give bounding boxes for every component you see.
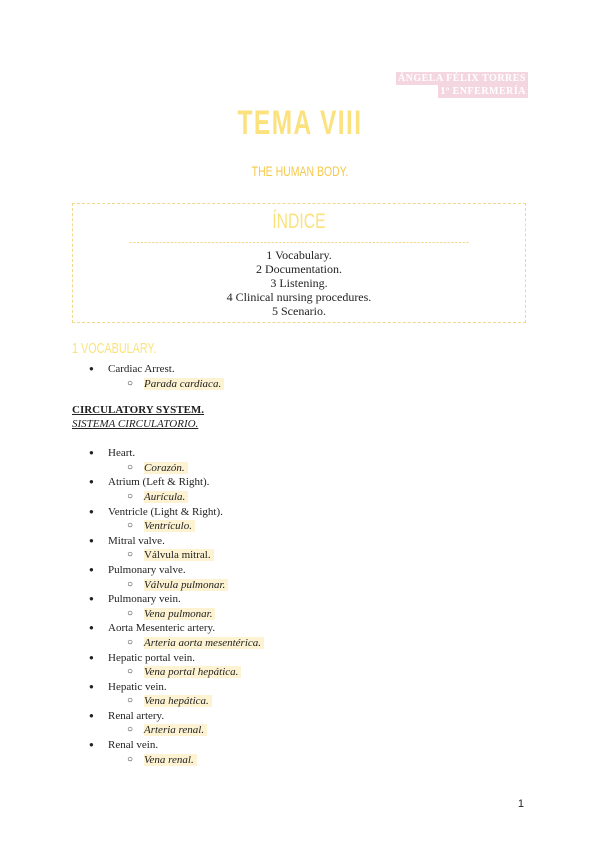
list-subitem (72, 377, 528, 392)
index-list (73, 243, 525, 318)
list-subitem (72, 490, 528, 505)
list-subitem (72, 723, 528, 738)
author-name: ÁNGELA FÉLIX TORRES (397, 73, 526, 84)
list-item: ● Mitral valve. (72, 534, 528, 549)
list-item: ● Pulmonary valve. (72, 563, 528, 578)
translation: Parada cardiaca. (144, 378, 224, 390)
author-course: 1º ENFERMERÍA (440, 86, 526, 97)
author-block (396, 72, 528, 98)
list-item: ● Heart. (72, 446, 528, 461)
translation: Vena pulmonar. (144, 608, 215, 620)
list-item: ● Pulmonary vein. (72, 592, 528, 607)
list-subitem (72, 519, 528, 534)
circulatory-heading: CIRCULATORY SYSTEM. (72, 404, 205, 417)
index-item: 5 Scenario. (272, 304, 326, 318)
list-subitem (72, 636, 528, 651)
list-subitem (72, 665, 528, 680)
list-subitem (72, 578, 528, 593)
index-item: 4 Clinical nursing procedures. (226, 290, 372, 304)
translation: Vena renal. (144, 754, 197, 766)
list-item: ● Atrium (Left & Right). (72, 475, 528, 490)
list-subitem (72, 694, 528, 709)
translation: Ventrículo. (144, 520, 195, 532)
list-subitem (72, 753, 528, 768)
page-title: TEMA VIII (237, 104, 363, 142)
translation: Vena hepática. (144, 695, 212, 707)
list-subitem (72, 461, 528, 476)
list-item: ● Ventricle (Light & Right). (72, 505, 528, 520)
index-item: 3 Listening. (270, 276, 328, 290)
vocabulary-content (72, 362, 528, 767)
list-item: ● Renal vein. (72, 738, 528, 753)
index-item: 2 Documentation. (256, 262, 342, 276)
page-number: 1 (517, 798, 524, 810)
circulatory-heading-block (72, 403, 528, 431)
translation: Aurícula. (144, 491, 188, 503)
translation: Arteria aorta mesentérica. (144, 637, 264, 649)
index-item: 1 Vocabulary. (266, 248, 332, 262)
list-item: ● Hepatic portal vein. (72, 651, 528, 666)
list-item: ● Renal artery. (72, 709, 528, 724)
list-item: ● Hepatic vein. (72, 680, 528, 695)
circulatory-heading-es: SISTEMA CIRCULATORIO. (72, 418, 199, 431)
translation: Válvula mitral. (144, 549, 214, 561)
section-title-vocabulary: 1 VOCABULARY. (72, 340, 157, 357)
translation: Vena portal hepática. (144, 666, 241, 678)
list-item: ● Cardiac Arrest. (72, 362, 528, 377)
translation: Corazón. (144, 462, 188, 474)
list-subitem (72, 548, 528, 563)
list-item: ● Aorta Mesenteric artery. (72, 621, 528, 636)
index-heading: ÍNDICE (130, 204, 469, 243)
translation: Válvula pulmonar. (144, 579, 228, 591)
page-subtitle: THE HUMAN BODY. (251, 163, 349, 179)
translation: Arteria renal. (144, 724, 207, 736)
index-box (72, 203, 526, 323)
list-subitem (72, 607, 528, 622)
